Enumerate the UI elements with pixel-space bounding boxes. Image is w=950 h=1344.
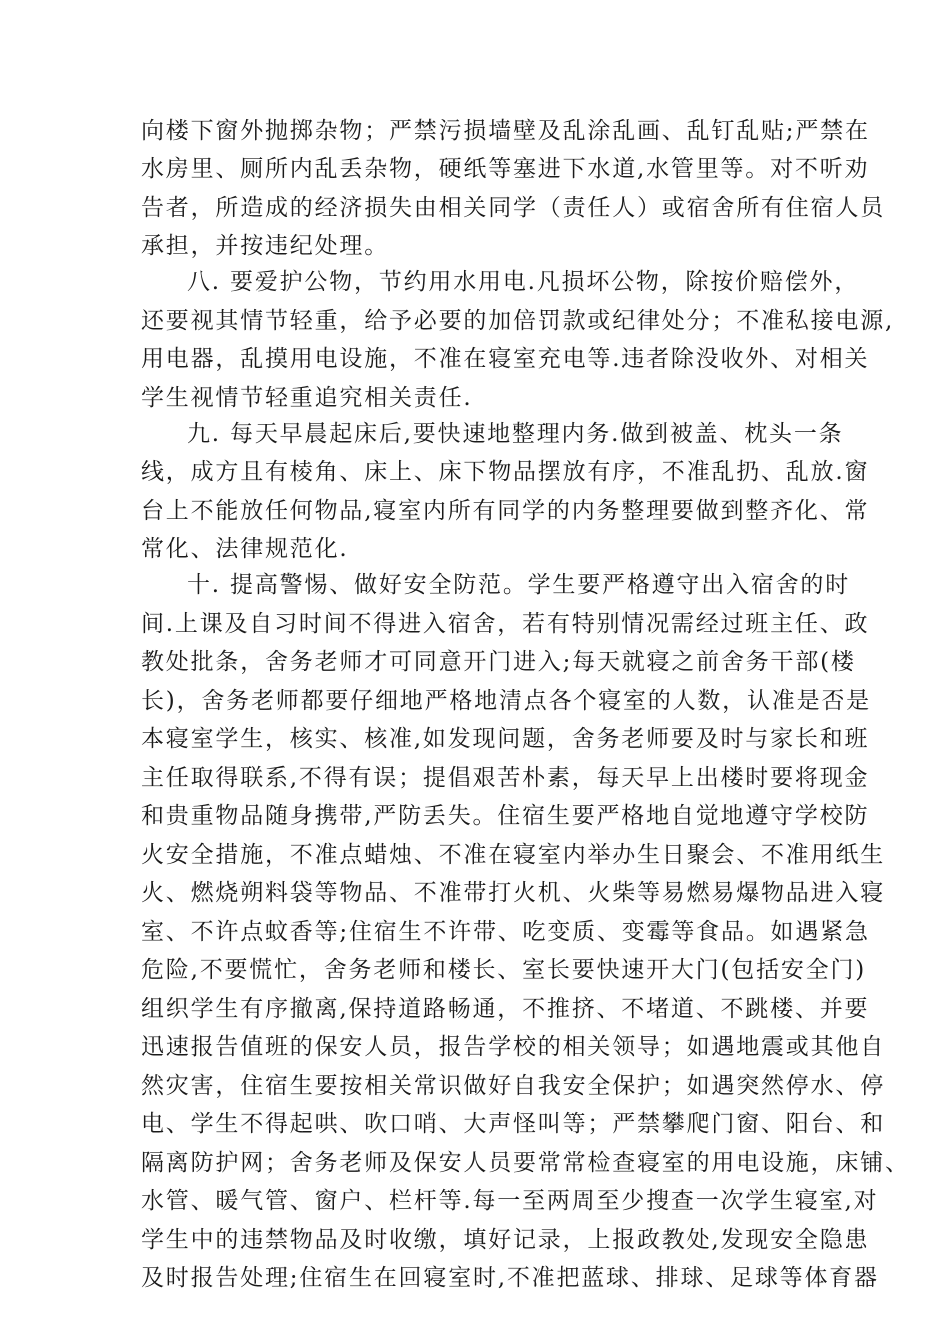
text-line: 告者，所造成的经济损失由相关同学（责任人）或宿舍所有住宿人员 bbox=[141, 195, 885, 221]
text-line: 教处批条，舍务老师才可同意开门进入;每天就寝之前舍务干部(楼 bbox=[141, 649, 856, 675]
text-line: 线，成方且有棱角、床上、床下物品摆放有序，不准乱扔、乱放.窗 bbox=[141, 459, 870, 485]
text-line: 水房里、厕所内乱丢杂物，硬纸等塞进下水道,水管里等。对不听劝 bbox=[141, 156, 870, 182]
text-line: 常化、法律规范化. bbox=[141, 536, 349, 562]
text-line: 和贵重物品随身携带,严防丢失。住宿生要严格地自觉地遵守学校防 bbox=[141, 803, 870, 829]
text-line: 用电器，乱摸用电设施，不准在寝室充电等.违者除没收外、对相关 bbox=[141, 346, 870, 372]
text-line: 迅速报告值班的保安人员，报告学校的相关领导；如遇地震或其他自 bbox=[141, 1034, 885, 1060]
text-line: 还要视其情节轻重，给予必要的加倍罚款或纪律处分；不准私接电源, bbox=[141, 308, 895, 334]
text-line: 主任取得联系,不得有误；提倡艰苦朴素，每天早上出楼时要将现金 bbox=[141, 765, 870, 791]
text-line: 然灾害，住宿生要按相关常识做好自我安全保护；如遇突然停水、停 bbox=[141, 1073, 885, 1099]
text-line: 间.上课及自习时间不得进入宿舍，若有特别情况需经过班主任、政 bbox=[141, 611, 870, 637]
text-line: 学生中的违禁物品及时收缴，填好记录，上报政教处,发现安全隐患 bbox=[141, 1227, 870, 1253]
text-line: 本寝室学生，核实、核准,如发现问题，舍务老师要及时与家长和班 bbox=[141, 726, 870, 752]
text-line: 火、燃烧朔料袋等物品、不准带打火机、火柴等易燃易爆物品进入寝 bbox=[141, 880, 885, 906]
text-line: 及时报告处理;住宿生在回寝室时,不准把蓝球、排球、足球等体育器 bbox=[141, 1265, 879, 1291]
text-line: 组织学生有序撤离,保持道路畅通，不推挤、不堵道、不跳楼、并要 bbox=[141, 996, 870, 1022]
text-line: 危险,不要慌忙，舍务老师和楼长、室长要快速开大门(包括安全门) bbox=[141, 957, 867, 983]
text-line: 长)，舍务老师都要仔细地严格地清点各个寝室的人数，认准是否是 bbox=[141, 688, 871, 714]
text-line: 火安全措施，不准点蜡烛、不准在寝室内举办生日聚会、不准用纸生 bbox=[141, 842, 885, 868]
text-line: 电、学生不得起哄、吹口哨、大声怪叫等；严禁攀爬门窗、阳台、和 bbox=[141, 1111, 885, 1137]
text-line: 隔离防护网；舍务老师及保安人员要常常检查寝室的用电设施，床铺、 bbox=[141, 1150, 910, 1176]
text-line: 台上不能放任何物品,寝室内所有同学的内务整理要做到整齐化、常 bbox=[141, 498, 870, 524]
text-line: 向楼下窗外抛掷杂物；严禁污损墙壁及乱涂乱画、乱钉乱贴;严禁在 bbox=[141, 118, 870, 144]
paragraph-10-heading-line: 十. 提高警惕、做好安全防范。学生要严格遵守出入宿舍的时 bbox=[187, 572, 851, 598]
text-line: 水管、暖气管、窗户、栏杆等.每一至两周至少搜查一次学生寝室,对 bbox=[141, 1188, 879, 1214]
text-line: 室、不许点蚊香等;住宿生不许带、吃变质、变霉等食品。如遇紧急 bbox=[141, 919, 870, 945]
paragraph-9-heading-line: 九. 每天早晨起床后,要快速地整理内务.做到被盖、枕头一条 bbox=[187, 421, 844, 447]
text-line: 学生视情节轻重追究相关责任. bbox=[141, 385, 473, 411]
text-line: 承担，并按违纪处理。 bbox=[141, 233, 389, 259]
paragraph-8-heading-line: 八. 要爱护公物，节约用水用电.凡损坏公物，除按价赔偿外， bbox=[187, 269, 860, 295]
